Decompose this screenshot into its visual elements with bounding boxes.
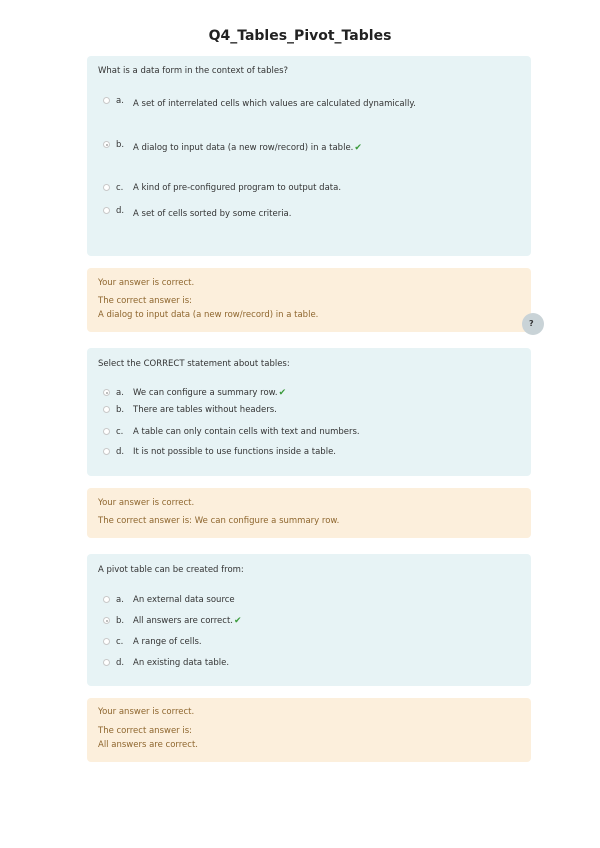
option-text: An existing data table. [133, 658, 230, 668]
option-text: A dialog to input data (a new row/record) in a table. [133, 143, 354, 153]
feedback-1 [87, 268, 531, 332]
option-letter: d. [116, 658, 125, 668]
feedback-answer: All answers are correct. [98, 740, 198, 750]
radio-button-selected[interactable] [103, 389, 110, 396]
option-text: A range of cells. [133, 637, 202, 647]
feedback-label: The correct answer is: We can configure a summary row. [98, 516, 340, 526]
question-1 [87, 56, 531, 256]
option-letter: b. [116, 616, 125, 626]
feedback-status: Your answer is correct. [98, 707, 195, 717]
option-letter: c. [116, 183, 124, 193]
feedback-status: Your answer is correct. [98, 278, 195, 288]
radio-button[interactable] [103, 659, 110, 666]
option-text: We can configure a summary row. [133, 388, 278, 398]
option-letter: c. [116, 427, 124, 437]
radio-button[interactable] [103, 596, 110, 603]
radio-button[interactable] [103, 448, 110, 455]
option-letter: a. [116, 595, 124, 605]
feedback-label: The correct answer is: [98, 726, 193, 736]
question-text: What is a data form in the context of tables? [98, 66, 289, 76]
radio-button[interactable] [103, 638, 110, 645]
radio-button-selected[interactable] [103, 617, 110, 624]
option-text: All answers are correct. [133, 616, 233, 626]
option-letter: a. [116, 388, 124, 398]
option-text: A set of interrelated cells which values are calculated dynamically. [133, 99, 416, 109]
option-text: It is not possible to use functions inside a table. [133, 447, 336, 457]
checkmark-icon: ✔ [354, 143, 362, 153]
feedback-status: Your answer is correct. [98, 498, 195, 508]
option-text: A set of cells sorted by some criteria. [133, 209, 292, 219]
option-text: A kind of pre-configured program to output data. [133, 183, 342, 193]
question-3 [87, 554, 531, 686]
checkmark-icon: ✔ [233, 616, 242, 626]
option-letter: d. [116, 206, 125, 216]
feedback-2 [87, 488, 531, 538]
option-letter: c. [116, 637, 124, 647]
question-text: A pivot table can be created from: [98, 565, 244, 575]
radio-button[interactable] [103, 97, 110, 104]
question-2 [87, 348, 531, 476]
radio-button[interactable] [103, 184, 110, 191]
option-letter: b. [116, 140, 125, 150]
question-text: Select the CORRECT statement about tables: [98, 359, 290, 369]
option-text: There are tables without headers. [133, 405, 277, 415]
radio-button[interactable] [103, 207, 110, 214]
option-text: An external data source [133, 595, 235, 605]
radio-button[interactable] [103, 406, 110, 413]
option-letter: d. [116, 447, 125, 457]
feedback-answer: A dialog to input data (a new row/record) in a table. [98, 310, 319, 320]
option-letter: a. [116, 96, 124, 106]
radio-button[interactable] [103, 428, 110, 435]
help-button[interactable]: ? [522, 313, 544, 335]
page-title: Q4_Tables_Pivot_Tables [208, 28, 392, 44]
option-text: A table can only contain cells with text and numbers. [133, 427, 360, 437]
checkmark-icon: ✔ [278, 388, 287, 398]
option-letter: b. [116, 405, 125, 415]
feedback-label: The correct answer is: [98, 296, 193, 306]
feedback-3 [87, 698, 531, 762]
radio-button-selected[interactable] [103, 141, 110, 148]
